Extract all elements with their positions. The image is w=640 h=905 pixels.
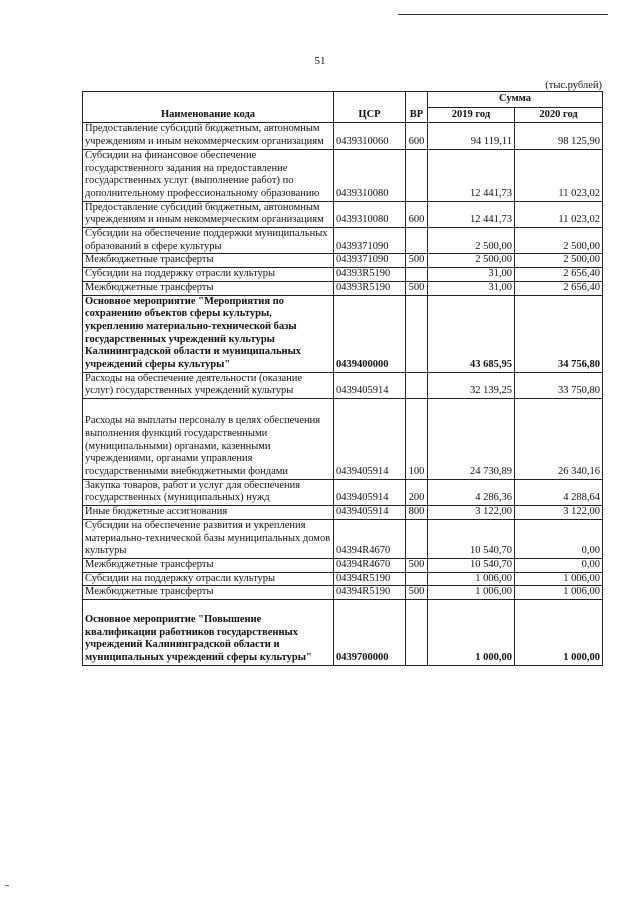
header-vr: ВР bbox=[406, 92, 428, 123]
row-2020-cell: 26 340,16 bbox=[515, 399, 603, 480]
row-csr-cell: 04394R5190 bbox=[334, 572, 406, 586]
row-2019-cell: 1 006,00 bbox=[428, 572, 515, 586]
row-vr-cell: 800 bbox=[406, 506, 428, 520]
row-csr-cell: 04393R5190 bbox=[334, 268, 406, 282]
row-vr-cell bbox=[406, 149, 428, 201]
row-2020-cell: 0,00 bbox=[515, 519, 603, 558]
budget-table bbox=[82, 91, 603, 666]
row-2019-cell: 1 000,00 bbox=[428, 600, 515, 666]
row-2019-cell: 1 006,00 bbox=[428, 586, 515, 600]
row-vr-cell: 500 bbox=[406, 281, 428, 295]
row-vr-cell bbox=[406, 372, 428, 398]
row-name-cell: Субсидии на обеспечение поддержки муниципальных образований в сфере культуры bbox=[83, 228, 334, 254]
row-2020-cell: 2 500,00 bbox=[515, 228, 603, 254]
row-2020-cell: 3 122,00 bbox=[515, 506, 603, 520]
row-2019-cell: 10 540,70 bbox=[428, 558, 515, 572]
row-2019-cell: 4 286,36 bbox=[428, 479, 515, 505]
row-2019-cell: 94 119,11 bbox=[428, 123, 515, 149]
row-2020-cell: 0,00 bbox=[515, 558, 603, 572]
table-row bbox=[83, 149, 603, 201]
row-2019-cell: 2 500,00 bbox=[428, 228, 515, 254]
top-rule bbox=[398, 14, 608, 15]
margin-mark bbox=[5, 885, 9, 886]
row-csr-cell: 0439310060 bbox=[334, 123, 406, 149]
row-name-cell: Расходы на обеспечение деятельности (оказание услуг) государственных учреждений культуры bbox=[83, 372, 334, 398]
row-2020-cell: 34 756,80 bbox=[515, 295, 603, 372]
row-vr-cell: 600 bbox=[406, 201, 428, 227]
row-2019-cell: 32 139,25 bbox=[428, 372, 515, 398]
row-csr-cell: 0439371090 bbox=[334, 254, 406, 268]
row-2019-cell: 12 441,73 bbox=[428, 149, 515, 201]
row-2020-cell: 2 656,40 bbox=[515, 268, 603, 282]
table-body bbox=[83, 123, 603, 665]
row-2019-cell: 3 122,00 bbox=[428, 506, 515, 520]
row-2020-cell: 11 023,02 bbox=[515, 149, 603, 201]
row-vr-cell bbox=[406, 600, 428, 666]
row-name-cell: Субсидии на обеспечение развития и укрепления материально-технической базы муниципальных домов культуры bbox=[83, 519, 334, 558]
row-csr-cell: 04394R4670 bbox=[334, 558, 406, 572]
table-row bbox=[83, 600, 603, 666]
row-csr-cell: 0439405914 bbox=[334, 399, 406, 480]
row-vr-cell: 100 bbox=[406, 399, 428, 480]
row-name-cell: Расходы на выплаты персоналу в целях обеспечения выполнения функций государственными (муниципальными) органами, казенными учреждениями, органами управления государственными внебюджетными фондами bbox=[83, 399, 334, 480]
header-csr: ЦСР bbox=[334, 92, 406, 123]
row-csr-cell: 0439405914 bbox=[334, 372, 406, 398]
table-row bbox=[83, 268, 603, 282]
row-2020-cell: 2 656,40 bbox=[515, 281, 603, 295]
row-csr-cell: 04394R4670 bbox=[334, 519, 406, 558]
table-row bbox=[83, 254, 603, 268]
row-2020-cell: 1 000,00 bbox=[515, 600, 603, 666]
table-row bbox=[83, 372, 603, 398]
row-name-cell: Субсидии на финансовое обеспечение государственного задания на предоставление государственных услуг (выполнение работ) по дополнительному профессиональному образованию bbox=[83, 149, 334, 201]
row-csr-cell: 0439700000 bbox=[334, 600, 406, 666]
table-row bbox=[83, 201, 603, 227]
row-vr-cell bbox=[406, 295, 428, 372]
row-csr-cell: 0439310080 bbox=[334, 201, 406, 227]
row-2019-cell: 31,00 bbox=[428, 268, 515, 282]
table-row bbox=[83, 586, 603, 600]
row-2020-cell: 98 125,90 bbox=[515, 123, 603, 149]
row-name-cell: Иные бюджетные ассигнования bbox=[83, 506, 334, 520]
header-year-2019: 2019 год bbox=[428, 107, 515, 123]
table-row bbox=[83, 572, 603, 586]
header-name: Наименование кода bbox=[83, 92, 334, 123]
row-vr-cell bbox=[406, 519, 428, 558]
row-csr-cell: 04394R5190 bbox=[334, 586, 406, 600]
row-name-cell: Основное мероприятие "Повышение квалификации работников государственных учреждений Калининградской области и муниципальных учреждений сферы культуры" bbox=[83, 600, 334, 666]
row-2020-cell: 1 006,00 bbox=[515, 572, 603, 586]
row-vr-cell: 200 bbox=[406, 479, 428, 505]
table-row bbox=[83, 295, 603, 372]
table-row bbox=[83, 506, 603, 520]
row-2020-cell: 2 500,00 bbox=[515, 254, 603, 268]
row-name-cell: Межбюджетные трансферты bbox=[83, 558, 334, 572]
table-row bbox=[83, 558, 603, 572]
row-csr-cell: 0439405914 bbox=[334, 479, 406, 505]
row-name-cell: Межбюджетные трансферты bbox=[83, 586, 334, 600]
table-row bbox=[83, 228, 603, 254]
table-row bbox=[83, 519, 603, 558]
row-name-cell: Межбюджетные трансферты bbox=[83, 281, 334, 295]
table-row bbox=[83, 281, 603, 295]
row-2019-cell: 12 441,73 bbox=[428, 201, 515, 227]
row-vr-cell bbox=[406, 228, 428, 254]
header-sum: Сумма bbox=[428, 92, 603, 108]
row-2019-cell: 31,00 bbox=[428, 281, 515, 295]
row-vr-cell: 500 bbox=[406, 254, 428, 268]
table-row bbox=[83, 399, 603, 480]
row-vr-cell: 500 bbox=[406, 586, 428, 600]
row-2020-cell: 33 750,80 bbox=[515, 372, 603, 398]
row-name-cell: Закупка товаров, работ и услуг для обеспечения государственных (муниципальных) нужд bbox=[83, 479, 334, 505]
row-vr-cell bbox=[406, 572, 428, 586]
table-row bbox=[83, 123, 603, 149]
row-vr-cell bbox=[406, 268, 428, 282]
table-row bbox=[83, 479, 603, 505]
row-2019-cell: 43 685,95 bbox=[428, 295, 515, 372]
row-csr-cell: 0439310080 bbox=[334, 149, 406, 201]
row-2019-cell: 10 540,70 bbox=[428, 519, 515, 558]
page-number: 51 bbox=[314, 55, 326, 67]
row-name-cell: Основное мероприятие "Мероприятия по сохранению объектов сферы культуры, укреплению материально-технической базы государственных учреждений культуры Калининградской области и муниципальных учреждений сферы культуры" bbox=[83, 295, 334, 372]
row-name-cell: Предоставление субсидий бюджетным, автономным учреждениям и иным некоммерческим организациям bbox=[83, 123, 334, 149]
row-csr-cell: 0439400000 bbox=[334, 295, 406, 372]
row-name-cell: Предоставление субсидий бюджетным, автономным учреждениям и иным некоммерческим организациям bbox=[83, 201, 334, 227]
row-vr-cell: 500 bbox=[406, 558, 428, 572]
row-2019-cell: 2 500,00 bbox=[428, 254, 515, 268]
row-2020-cell: 1 006,00 bbox=[515, 586, 603, 600]
header-year-2020: 2020 год bbox=[515, 107, 603, 123]
row-2020-cell: 4 288,64 bbox=[515, 479, 603, 505]
row-csr-cell: 04393R5190 bbox=[334, 281, 406, 295]
row-2019-cell: 24 730,89 bbox=[428, 399, 515, 480]
row-vr-cell: 600 bbox=[406, 123, 428, 149]
row-name-cell: Межбюджетные трансферты bbox=[83, 254, 334, 268]
row-csr-cell: 0439371090 bbox=[334, 228, 406, 254]
row-name-cell: Субсидии на поддержку отрасли культуры bbox=[83, 572, 334, 586]
row-2020-cell: 11 023,02 bbox=[515, 201, 603, 227]
units-label: (тыс.рублей) bbox=[545, 80, 602, 91]
row-csr-cell: 0439405914 bbox=[334, 506, 406, 520]
row-name-cell: Субсидии на поддержку отрасли культуры bbox=[83, 268, 334, 282]
